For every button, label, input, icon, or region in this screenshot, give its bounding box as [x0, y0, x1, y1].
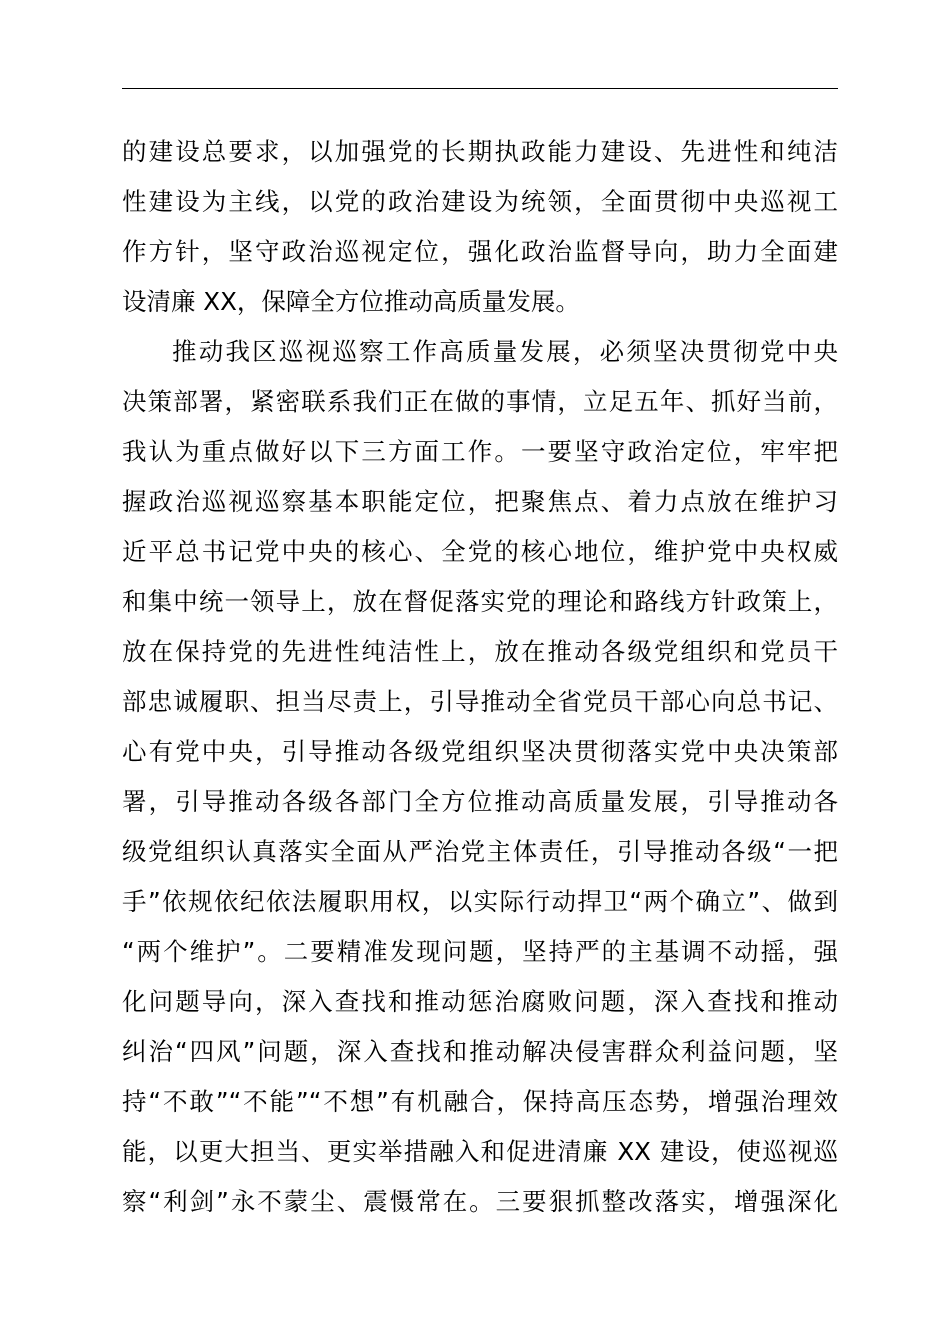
- text-line: 级党组织认真落实全面从严治党主体责任，引导推动各级“一把: [122, 837, 838, 866]
- text-line: 我认为重点做好以下三方面工作。一要坚守政治定位，牢牢把: [122, 437, 838, 466]
- text-line: 握政治巡视巡察基本职能定位，把聚焦点、着力点放在维护习: [122, 487, 838, 516]
- text-line: “两个维护”。二要精准发现问题，坚持严的主基调不动摇，强: [122, 937, 838, 966]
- text-line: 署，引导推动各级各部门全方位推动高质量发展，引导推动各: [122, 787, 838, 816]
- text-line: 的建设总要求，以加强党的长期执政能力建设、先进性和纯洁: [122, 137, 838, 166]
- paragraph-1: [122, 127, 838, 327]
- text-line: 设清廉 XX，保障全方位推动高质量发展。: [122, 287, 580, 316]
- text-line: 作方针，坚守政治巡视定位，强化政治监督导向，助力全面建: [122, 237, 838, 266]
- header-rule: [122, 88, 838, 89]
- text-line: 持“不敢”“不能”“不想”有机融合，保持高压态势，增强治理效: [122, 1087, 838, 1116]
- body-text: [122, 127, 838, 1227]
- text-line: 推动我区巡视巡察工作高质量发展，必须坚决贯彻党中央: [172, 337, 838, 366]
- text-line: 纠治“四风”问题，深入查找和推动解决侵害群众利益问题，坚: [122, 1037, 838, 1066]
- text-line: 手”依规依纪依法履职用权，以实际行动捍卫“两个确立”、做到: [122, 887, 838, 916]
- text-line: 能，以更大担当、更实举措融入和促进清廉 XX 建设，使巡视巡: [122, 1137, 838, 1166]
- text-line: 性建设为主线，以党的政治建设为统领，全面贯彻中央巡视工: [122, 187, 838, 216]
- text-line: 部忠诚履职、担当尽责上，引导推动全省党员干部心向总书记、: [122, 687, 838, 716]
- text-line: 心有党中央，引导推动各级党组织坚决贯彻落实党中央决策部: [122, 737, 838, 766]
- paragraph-2: [122, 327, 838, 1227]
- text-line: 放在保持党的先进性纯洁性上，放在推动各级党组织和党员干: [122, 637, 838, 666]
- text-line: 近平总书记党中央的核心、全党的核心地位，维护党中央权威: [122, 537, 838, 566]
- text-line: 决策部署，紧密联系我们正在做的事情，立足五年、抓好当前，: [122, 387, 838, 416]
- text-line: 化问题导向，深入查找和推动惩治腐败问题，深入查找和推动: [122, 987, 838, 1016]
- text-line: 和集中统一领导上，放在督促落实党的理论和路线方针政策上，: [122, 587, 838, 616]
- text-line: 察“利剑”永不蒙尘、震慑常在。三要狠抓整改落实，增强深化: [122, 1187, 838, 1216]
